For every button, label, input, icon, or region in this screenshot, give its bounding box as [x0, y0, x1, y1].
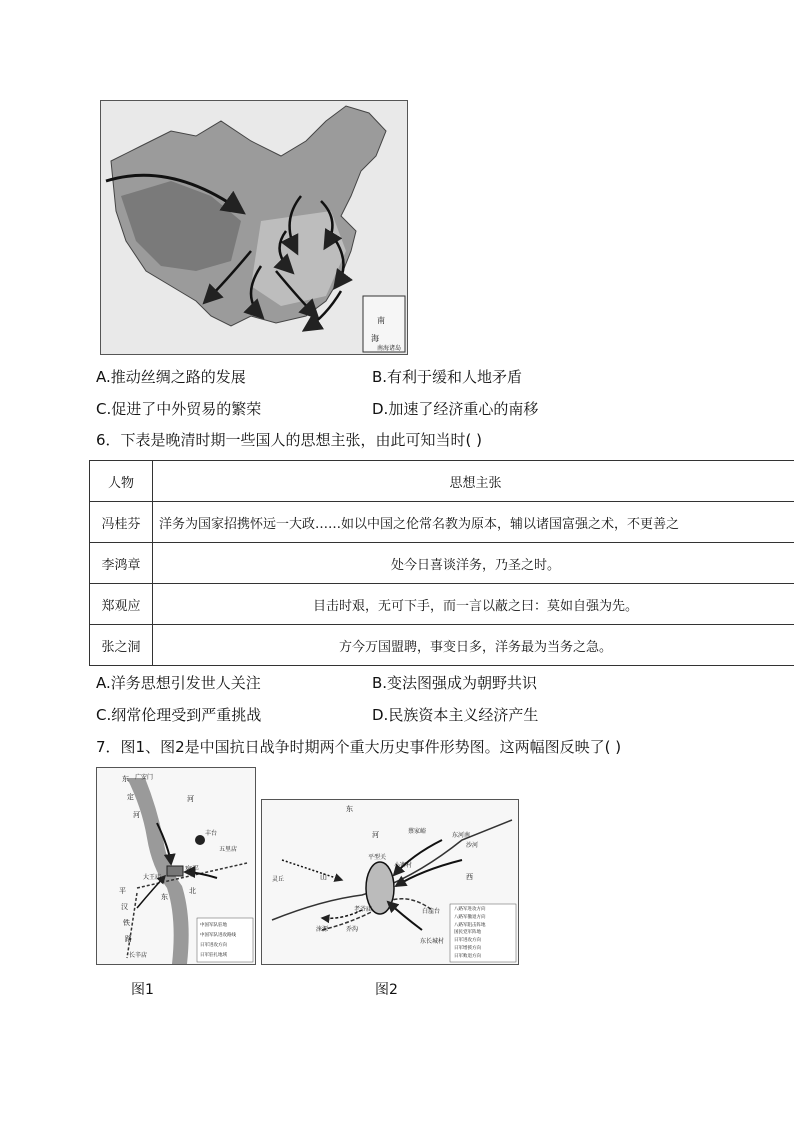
fig1-label: 东	[161, 893, 168, 901]
fig2-label: 平型关	[368, 854, 387, 861]
q7-stem: 7．图1、图2是中国抗日战争时期两个重大历史事件形势图。这两幅图反映了( )	[96, 738, 622, 756]
fig1-label: 平	[119, 887, 126, 895]
fig1-label: 铁	[123, 919, 130, 927]
attack-arrow	[388, 902, 422, 930]
table-row	[90, 625, 794, 666]
map-inset-label: 南海诸岛	[377, 345, 402, 352]
figure-1-map	[96, 767, 256, 965]
fig2-legend	[454, 906, 486, 961]
fig2-label: 东长城村	[420, 938, 445, 945]
table-cell-idea: 方今万国盟聘，事变日多，洋务最为当务之急。	[153, 625, 794, 666]
table-header-person: 人物	[90, 461, 153, 502]
fig2-label: 小寨村	[394, 862, 413, 869]
fig2-label: 白崖台	[422, 908, 441, 915]
fig2-label: 东河南	[452, 832, 471, 839]
fig1-label: 汉	[121, 903, 128, 911]
fig2-label: 涞源	[316, 926, 329, 933]
legend-entry: 八路军进攻方向	[454, 907, 486, 912]
fig2-label: 老爷庙	[354, 906, 373, 913]
reinforce-arrow	[282, 860, 342, 880]
fig2-label: 蔡家峪	[408, 828, 427, 835]
table-cell-person: 冯桂芬	[90, 502, 153, 543]
table-row	[90, 584, 794, 625]
fig1-label: 五里店	[219, 846, 238, 853]
table-cell-idea: 目击时艰，无可下手，而一言以蔽之曰：莫如自强为先。	[153, 584, 794, 625]
q6-option-a[interactable]: A.洋务思想引发世人关注	[96, 674, 261, 692]
wanping-city	[167, 866, 183, 876]
fig1-label: 东	[122, 775, 129, 783]
table-cell-idea: 处今日喜谈洋务，乃圣之时。	[153, 543, 794, 584]
table-row	[90, 543, 794, 584]
fig1-label: 定	[127, 793, 134, 801]
legend-entry: 国民党军阵地	[454, 930, 481, 936]
china-map-figure	[100, 100, 408, 355]
fengtai-marker	[195, 835, 205, 845]
fig1-label: 广安门	[135, 774, 154, 781]
map-label-nan: 南	[377, 316, 385, 325]
legend-entry: 中国军队进攻路线	[200, 933, 236, 938]
table-row	[90, 502, 794, 543]
fig1-label: 长辛店	[129, 952, 148, 959]
legend-entry: 日军增援方向	[454, 945, 481, 951]
q5-option-b[interactable]: B.有利于缓和人地矛盾	[372, 368, 523, 386]
table-cell-person: 张之洞	[90, 625, 153, 666]
fig1-label: 丰台	[205, 830, 218, 837]
figure-1-caption: 图1	[131, 982, 154, 998]
map-label-hai: 海	[371, 334, 379, 343]
q5-option-d[interactable]: D.加速了经济重心的南移	[372, 400, 539, 418]
legend-entry: 日军进攻方向	[454, 938, 481, 944]
fig2-label: 东	[346, 805, 353, 813]
fig1-label: 河	[133, 811, 140, 819]
legend-entry: 日军进攻方向	[200, 943, 227, 948]
fig1-label: 河	[187, 795, 194, 803]
fig2-label: 河	[372, 831, 379, 839]
q6-option-d[interactable]: D.民族资本主义经济产生	[372, 706, 539, 724]
china-map-drawing	[101, 101, 407, 354]
q5-option-a[interactable]: A.推动丝绸之路的发展	[96, 368, 246, 386]
q6-option-b[interactable]: B.变法图强成为朝野共识	[372, 674, 538, 692]
table-header-row	[90, 461, 794, 502]
fig1-label: 北	[189, 887, 196, 895]
figure-2-caption: 图2	[375, 982, 398, 998]
q6-table	[89, 460, 794, 666]
figure-2-map	[261, 799, 519, 965]
legend-entry: 中国军队驻地	[200, 923, 227, 928]
fig1-label: 大王庙	[143, 874, 162, 881]
fig2-label: 沙河	[466, 842, 479, 849]
table-header-idea: 思想主张	[153, 461, 794, 502]
fig2-label: 灵丘	[272, 876, 285, 883]
fig2-label: 西	[466, 873, 473, 881]
legend-entry: 日军驻扎地域	[200, 953, 227, 958]
fig2-label: 山	[320, 873, 327, 881]
q5-option-c[interactable]: C.促进了中外贸易的繁荣	[96, 400, 262, 418]
table-cell-person: 李鸿章	[90, 543, 153, 584]
q6-stem: 6．下表是晚清时期一些国人的思想主张，由此可知当时( )	[96, 431, 483, 449]
fig1-label: 宛平	[185, 865, 199, 873]
legend-entry: 日军败退方向	[454, 953, 481, 959]
table-cell-idea: 洋务为国家招携怀远一大政……如以中国之伦常名教为原本，辅以诸国富强之术，不更善之	[153, 502, 794, 543]
table-cell-person: 郑观应	[90, 584, 153, 625]
legend-entry: 八路军撤退方向	[454, 914, 486, 920]
fig2-label: 乔沟	[346, 926, 359, 933]
fig1-legend	[200, 921, 236, 961]
q6-option-c[interactable]: C.纲常伦理受到严重挑战	[96, 706, 262, 724]
legend-entry: 八路军阻击阵地	[454, 922, 486, 928]
fig1-label: 路	[125, 935, 132, 943]
